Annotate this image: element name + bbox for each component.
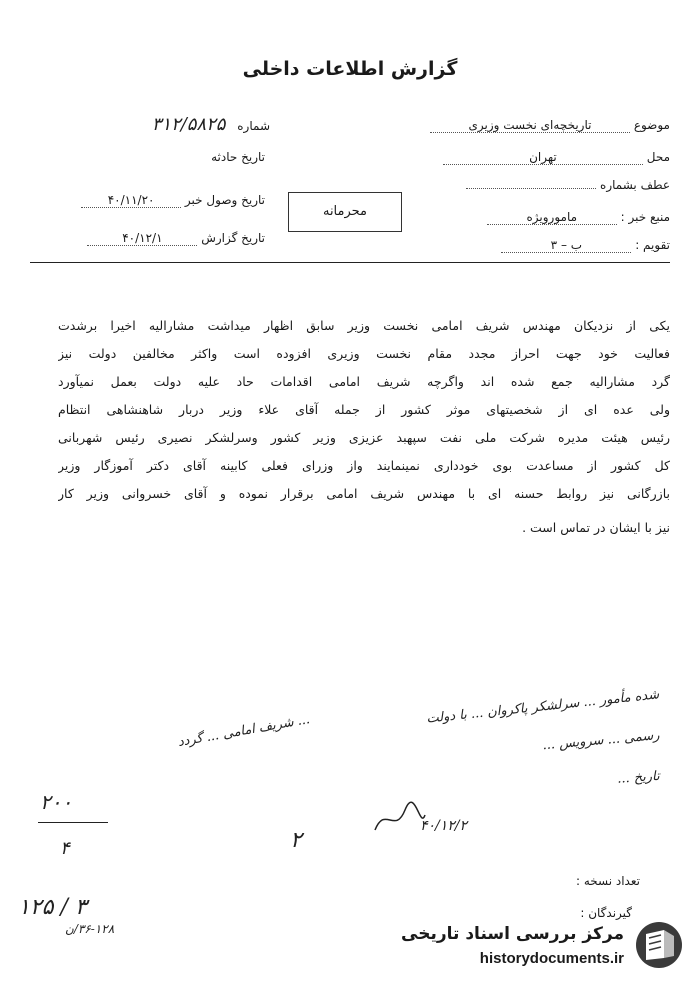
handwritten-date: ۴۰/۱۲/۲ xyxy=(420,818,468,834)
copies-label: تعداد نسخه : xyxy=(575,874,640,888)
source-value: مامورویژه xyxy=(487,210,617,225)
assessment-label: تقویم : xyxy=(635,238,670,252)
body-line: یکی از نزدیکان مهندس شریف امامی نخست وزیر سابق اظهار میداشت مشارالیه اخیرا برشدت xyxy=(58,318,670,333)
assessment-row xyxy=(501,238,670,253)
watermark-url: historydocuments.ir xyxy=(479,950,624,967)
received-date-value: ۴۰/۱۱/۲۰ xyxy=(81,193,181,208)
body-line-last: نیز با ایشان در تماس است . xyxy=(522,520,670,535)
archive-logo-icon xyxy=(634,920,684,970)
report-date-row xyxy=(40,231,265,246)
body-line: کل کشور از مساعدت بوی خودداری نمینمایند واز وزرای فعلی کابینه آقای دکتر آموزگار وزیر xyxy=(58,458,670,473)
watermark-title: مرکز بررسی اسناد تاریخی xyxy=(401,924,624,944)
source-label: منبع خبر : xyxy=(620,210,670,224)
handwritten-note-right-2: رسمی ... سرویس ... xyxy=(541,728,661,754)
number-label: شماره xyxy=(237,119,270,133)
handwritten-underline xyxy=(38,822,108,823)
received-date-label: تاریخ وصول خبر xyxy=(184,193,265,207)
recipients-label: گیرندگان : xyxy=(580,906,632,920)
report-date-label: تاریخ گزارش xyxy=(201,231,265,245)
number-value: ۳۱۲/۵۸۲۵ xyxy=(151,114,226,135)
event-date-label: تاریخ حادثه xyxy=(211,150,265,164)
subject-value: تاریخچه‌ای نخست وزیری xyxy=(430,118,630,133)
assessment-value: ب – ۳ xyxy=(501,238,631,253)
handwritten-note-right-1: شده مأمور ... سرلشکر پاکروان ... با دولت xyxy=(425,687,660,727)
handwritten-small-left: ۴ xyxy=(60,838,70,859)
event-date-row xyxy=(40,150,265,164)
body-line: ولی عده ای از شخصیتهای موثر کشور از جمله آقای علاء وزیر دربار شاهنشاهی انتظام xyxy=(58,402,670,417)
header-divider xyxy=(30,262,670,263)
ref-row xyxy=(466,178,670,192)
ref-label: عطف بشماره xyxy=(600,178,670,192)
report-title: گزارش اطلاعات داخلی xyxy=(242,58,458,80)
body-line: رئیس هیئت مدیره شرکت ملی نفت سپهبد عزیزی وزیر کشور وسرلشکر نصیری رئیس شهربانی xyxy=(58,430,670,445)
number-row xyxy=(40,114,270,135)
received-date-row xyxy=(40,193,265,208)
source-row xyxy=(487,210,670,225)
handwritten-bottom-number: ۱۲۵ / ۳ xyxy=(18,895,87,920)
handwritten-number-left: ۲۰۰ xyxy=(40,790,73,814)
file-code: ۳۶-۱۲۸/ن xyxy=(65,922,115,936)
watermark-logo xyxy=(401,918,690,978)
handwritten-note-left: ... شریف امامی ... گردد xyxy=(176,712,312,751)
place-label: محل xyxy=(646,150,670,164)
body-line: فعالیت خود جهت احراز مجدد مقام نخست وزیری افزوده است واکثر مخالفین دولت نیز xyxy=(58,346,670,361)
body-line: بازرگانی نیز روابط حسنه ای با مهندس شریف امامی برقرار نموده و آقای خسروانی وزیر کار xyxy=(58,486,670,501)
body-line: گرد مشارالیه جمع شده اند واگرچه شریف امامی اقدامات حاد علیه دولت بعمل نمیآورد xyxy=(58,374,670,389)
ref-value-line xyxy=(466,188,596,189)
subject-row xyxy=(430,118,670,133)
subject-label: موضوع xyxy=(633,118,670,132)
handwritten-center-mark: ۲ xyxy=(290,828,302,853)
handwritten-note-right-3: تاریخ ... xyxy=(616,768,661,787)
place-value: تهران xyxy=(443,150,643,165)
report-date-value: ۴۰/۱۲/۱ xyxy=(87,231,197,246)
confidential-stamp: محرمانه xyxy=(288,192,402,232)
place-row xyxy=(443,150,670,165)
signature-mark xyxy=(370,800,430,840)
